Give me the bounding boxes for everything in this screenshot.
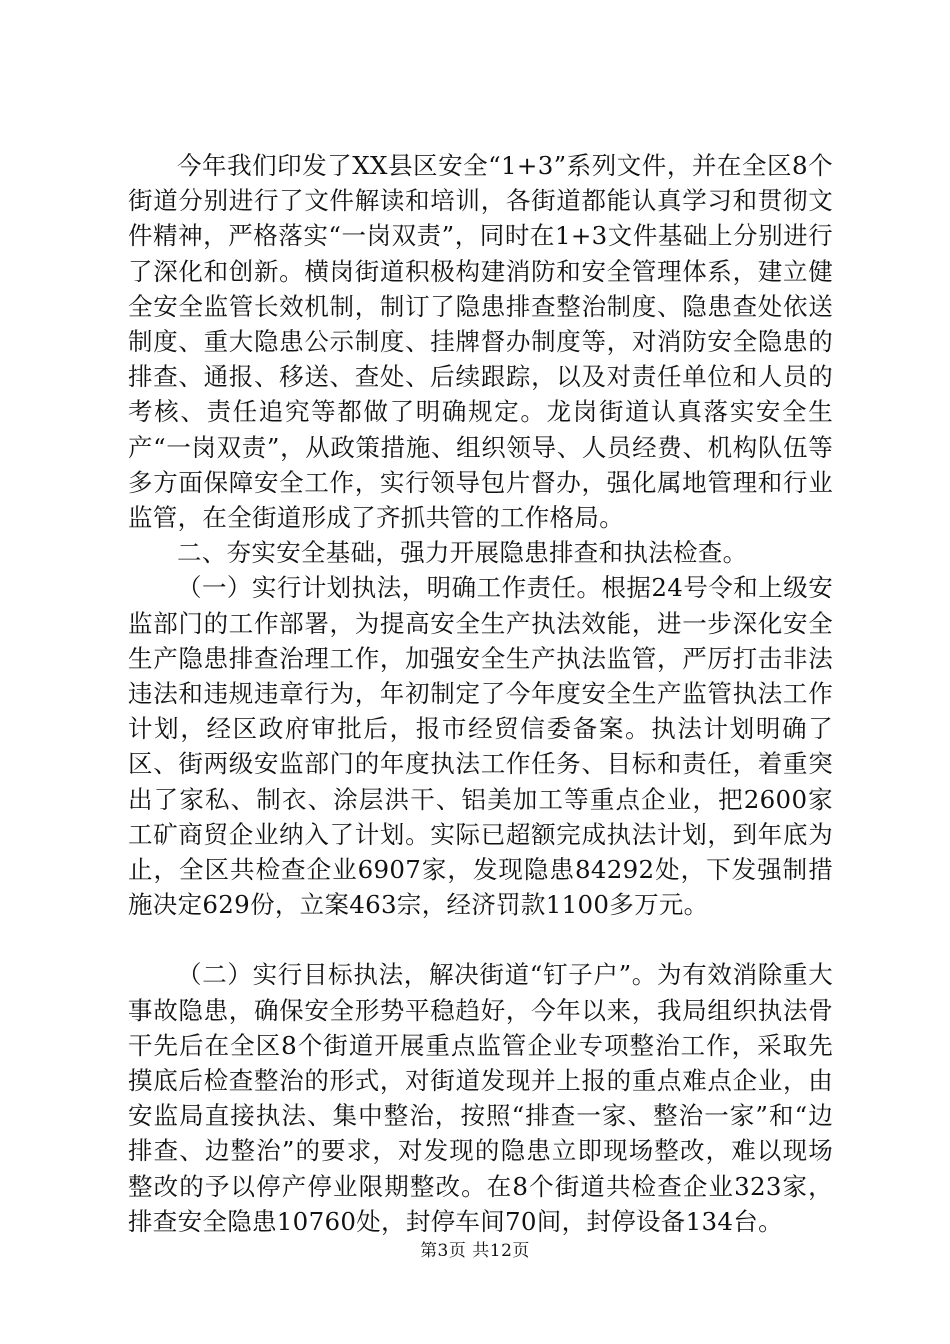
section-heading-2: 二、夯实安全基础，强力开展隐患排查和执法检查。 <box>177 538 748 568</box>
paragraph-subsection-1: （一）实行计划执法，明确工作责任。根据24号令和上级安监部门的工作部署，为提高安全生产执法效能，进一步深化安全生产隐患排查治理工作，加强安全生产执法监管，严厉打击非法违法和违规违章行为，年初制定了今年度安全生产监管执法工作计划，经区政府审批后，报市经贸信委备案。执法计划明确了区、街两级安监部门的年度执法工作任务、目标和责任，着重突出了家私、制衣、涂层洪干、铝美加工等重点企业，把2600家工矿商贸企业纳入了计划。实际已超额完成执法计划，到年底为止，全区共检查企业6907家，发现隐患84292处，下发强制措施决定629份，立案463宗，经济罚款1100多万元。 <box>128 573 833 920</box>
document-body <box>128 148 833 1239</box>
page-number-footer: 第3页 共12页 <box>420 1241 530 1261</box>
paragraph-intro: 今年我们印发了XX县区安全“1+3”系列文件，并在全区8个街道分别进行了文件解读和培训，各街道都能认真学习和贯彻文件精神，严格落实“一岗双责”，同时在1+3文件基础上分别进行了深化和创新。横岗街道积极构建消防和安全管理体系，建立健全安全监管长效机制，制订了隐患排查整治制度、隐患查处依送制度、重大隐患公示制度、挂牌督办制度等，对消防安全隐患的排查、通报、移送、查处、后续跟踪，以及对责任单位和人员的考核、责任追究等都做了明确规定。龙岗街道认真落实安全生产“一岗双责”，从政策措施、组织领导、人员经费、机构队伍等多方面保障安全工作，实行领导包片督办，强化属地管理和行业监管，在全街道形成了齐抓共管的工作格局。 <box>128 151 833 533</box>
paragraph-subsection-2: （二）实行目标执法，解决街道“钉子户”。为有效消除重大事故隐患，确保安全形势平稳趋好，今年以来，我局组织执法骨干先后在全区8个街道开展重点监管企业专项整治工作，采取先摸底后检查整治的形式，对街道发现并上报的重点难点企业，由安监局直接执法、集中整治，按照“排查一家、整治一家”和“边排查、边整治”的要求，对发现的隐患立即现场整改，难以现场整改的予以停产停业限期整改。在8个街道共检查企业323家，排查安全隐患10760处，封停车间70间，封停设备134台。 <box>128 960 834 1236</box>
